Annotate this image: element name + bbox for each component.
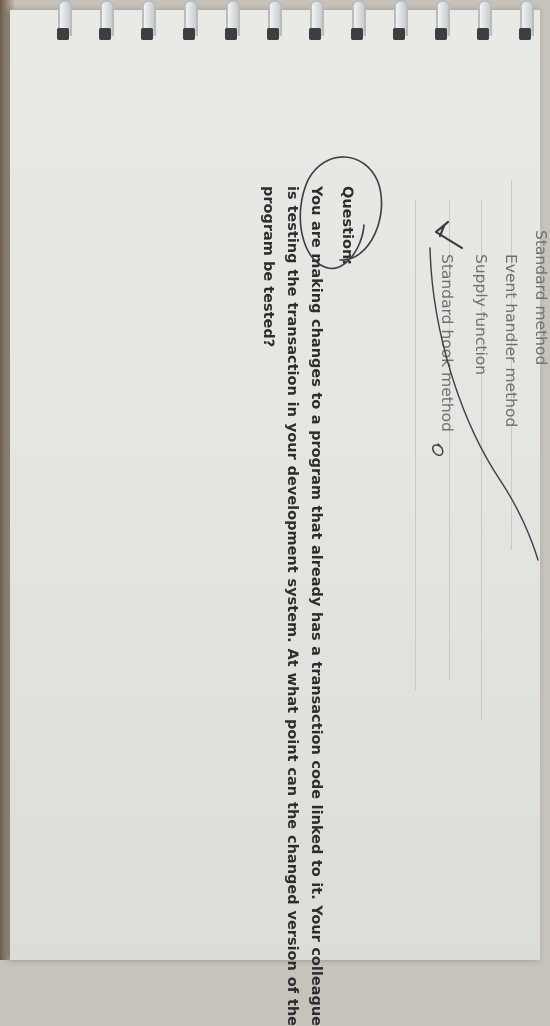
option-supply-function: Supply function xyxy=(472,254,490,376)
option-standard-method: Standard method xyxy=(532,230,550,366)
pen-loop-annotation xyxy=(433,444,443,455)
question-text: You are making changes to a program that already has a transaction code linked to it. Your colleague is testing the transaction in your development system. At what point can the changed version of the program be tested? xyxy=(260,186,324,1026)
question-label: Question: xyxy=(339,186,355,266)
option-standard-hook-method: Standard hook method xyxy=(438,254,456,432)
option-event-handler-method: Event handler method xyxy=(502,254,520,428)
ruled-line xyxy=(415,200,416,690)
